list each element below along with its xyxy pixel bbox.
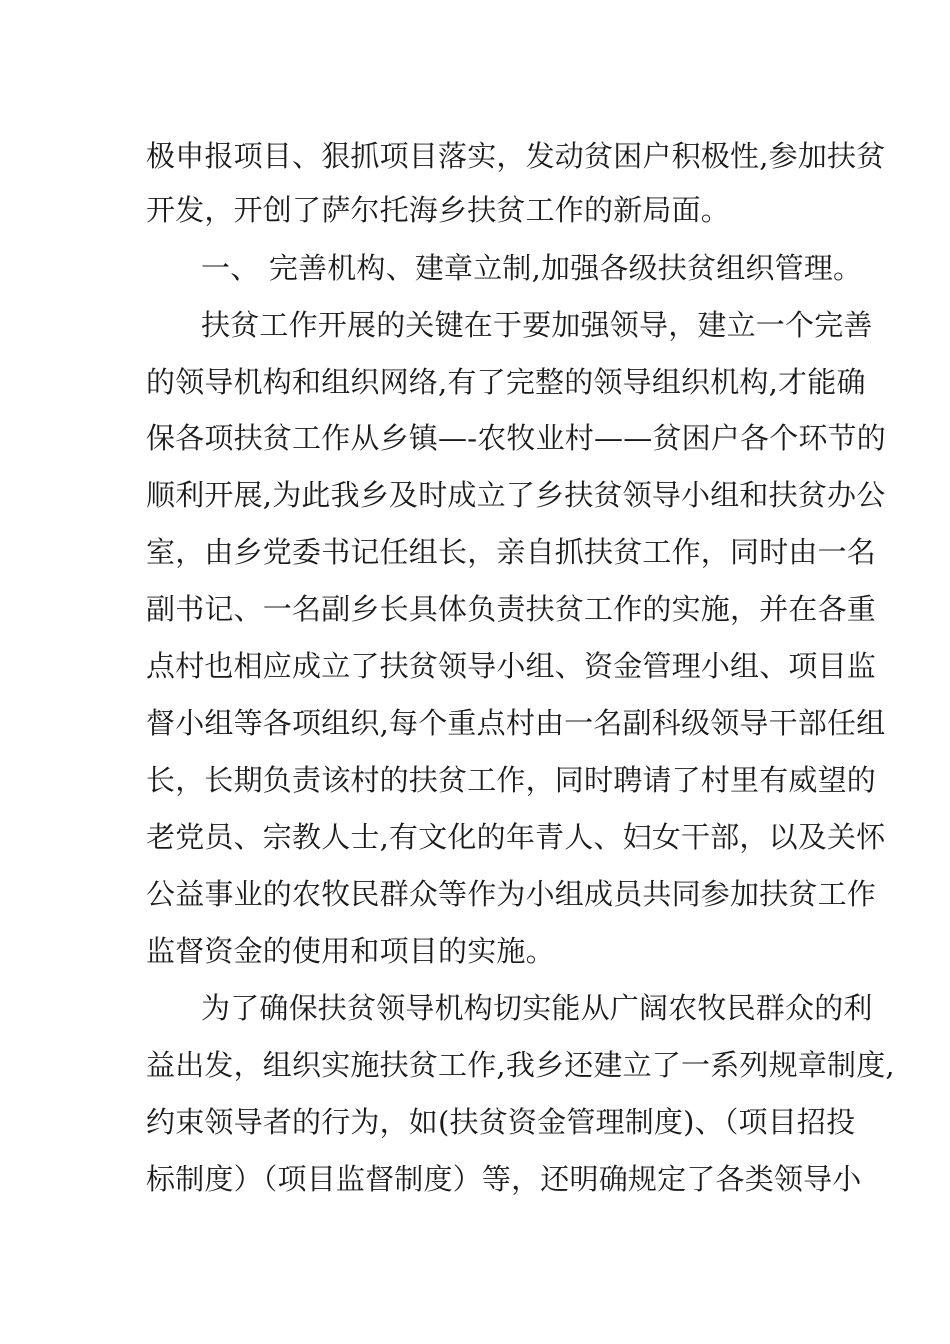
- text-line: 老党员、宗教人士,有文化的年青人、妇女干部，以及关怀: [146, 820, 886, 854]
- text-line: 公益事业的农牧民群众等作为小组成员共同参加扶贫工作: [146, 877, 877, 911]
- text-line: 点村也相应成立了扶贫领导小组、资金管理小组、项目监: [146, 649, 877, 683]
- text-line: 长，长期负责该村的扶贫工作，同时聘请了村里有威望的: [146, 763, 877, 797]
- text-line: 室，由乡党委书记任组长，亲自抓扶贫工作，同时由一名: [146, 535, 877, 569]
- text-line: 的领导机构和组织网络,有了完整的领导组织机构,才能确: [146, 365, 866, 399]
- text-line: 约束领导者的行为，如(扶贫资金管理制度)、（项目招投: [146, 1105, 856, 1139]
- text-line: 益出发，组织实施扶贫工作,我乡还建立了一系列规章制度,: [146, 1048, 895, 1082]
- text-line: 保各项扶贫工作从乡镇—-农牧业村——贫困户各个环节的: [146, 421, 886, 455]
- text-line: 监督资金的使用和项目的实施。: [146, 934, 555, 968]
- paragraph-first-line: 扶贫工作开展的关键在于要加强领导，建立一个完善: [201, 308, 873, 342]
- text-line: 督小组等各项组织,每个重点村由一名副科级领导干部任组: [146, 706, 886, 740]
- section-heading: 一、 完善机构、建章立制,加强各级扶贫组织管理。: [201, 251, 863, 285]
- text-line: 开发，开创了萨尔托海乡扶贫工作的新局面。: [146, 193, 731, 227]
- text-line: 副书记、一名副乡长具体负责扶贫工作的实施，并在各重: [146, 592, 877, 626]
- text-line: 顺利开展,为此我乡及时成立了乡扶贫领导小组和扶贫办公: [146, 478, 886, 512]
- text-line: 标制度）（项目监督制度）等，还明确规定了各类领导小: [146, 1162, 862, 1196]
- paragraph-first-line: 为了确保扶贫领导机构切实能从广阔农牧民群众的利: [201, 991, 873, 1025]
- text-line: 极申报项目、狠抓项目落实，发动贫困户积极性,参加扶贫: [146, 139, 886, 173]
